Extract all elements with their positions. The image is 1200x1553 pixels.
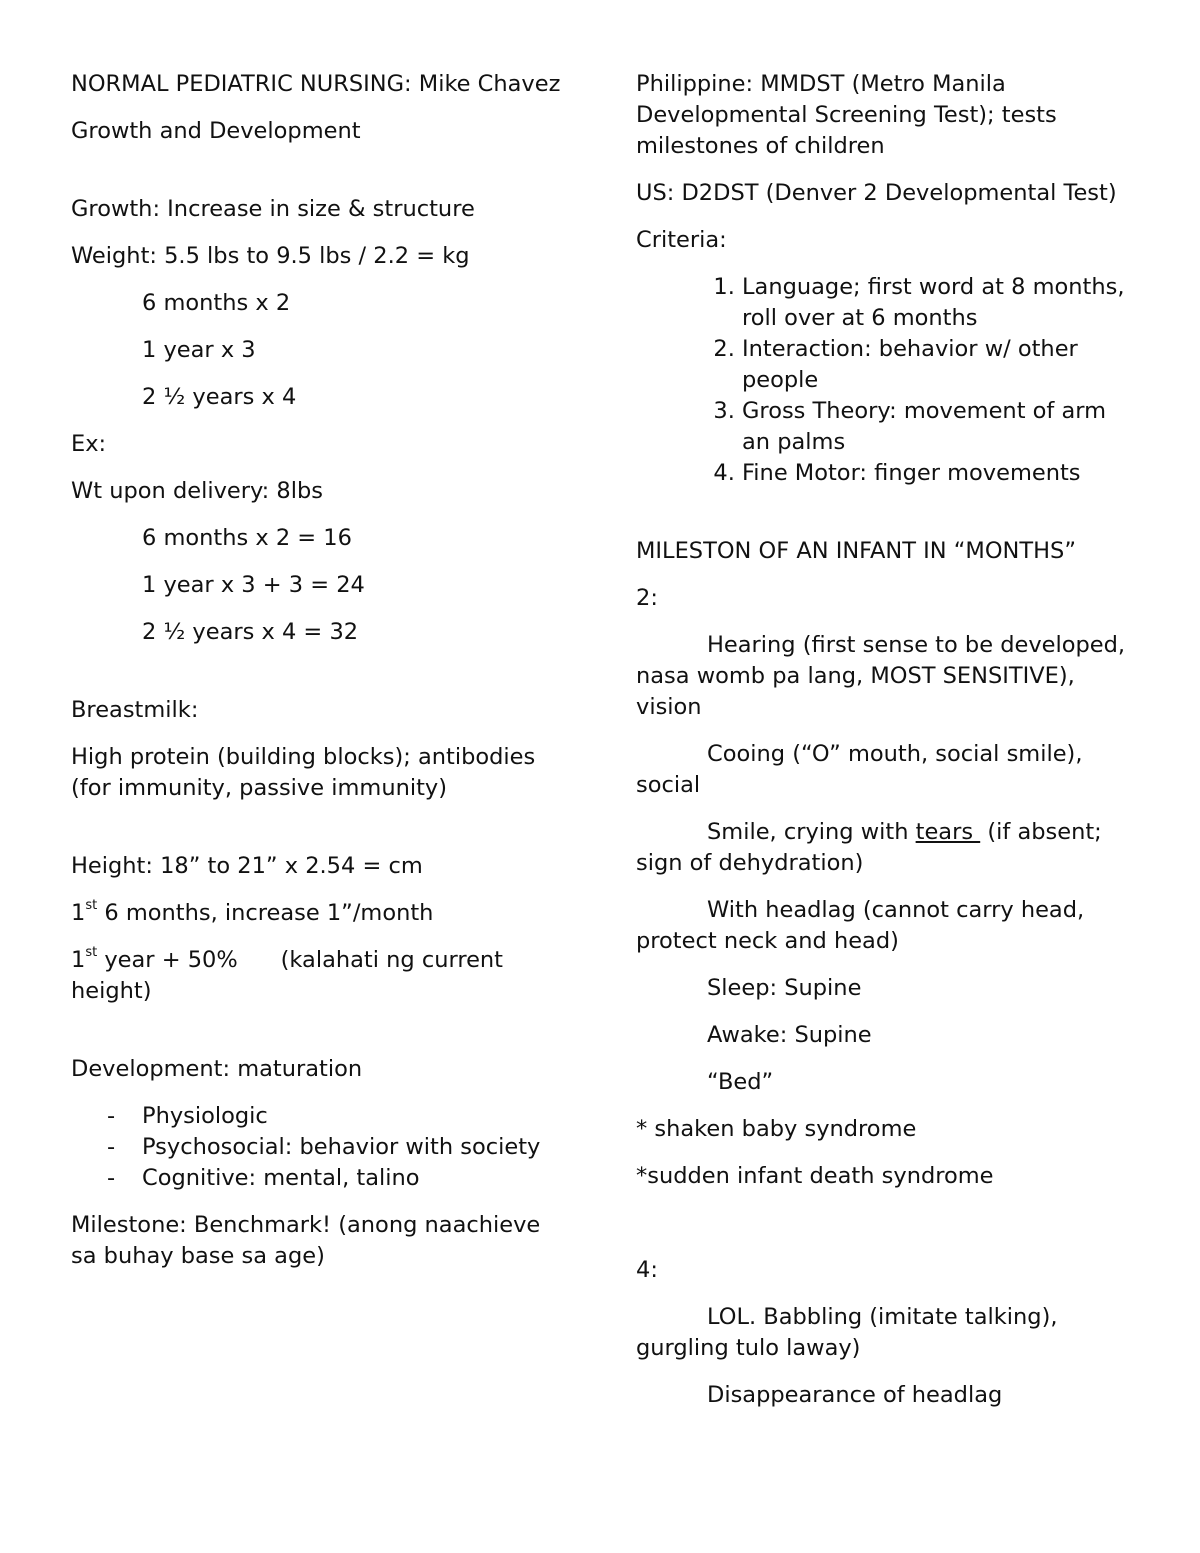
list-item: - Physiologic <box>71 1101 571 1132</box>
example-rule: 1 year x 3 + 3 = 24 <box>142 572 365 598</box>
example-label: Ex: <box>71 431 107 457</box>
milestone-definition: Milestone: Benchmark! (anong naachieve sa buhay base sa age) <box>71 1212 541 1269</box>
smile-text-before: Smile, crying with <box>707 819 916 845</box>
philippine-test: Philippine: MMDST (Metro Manila Developmental Screening Test); tests milestones of children <box>636 71 1057 159</box>
ordinal-number: 1 <box>71 900 86 926</box>
spacer <box>71 163 571 194</box>
example-rule: 6 months x 2 = 16 <box>142 525 352 551</box>
spacer <box>71 664 571 695</box>
month-4-label: 4: <box>636 1257 658 1283</box>
growth-definition: Growth: Increase in size & structure <box>71 196 475 222</box>
weight-rule: 2 ½ years x 4 <box>142 384 297 410</box>
tab-indent <box>636 632 707 658</box>
disappearance-item: Disappearance of headlag <box>707 1382 1003 1408</box>
list-item: - Cognitive: mental, talino <box>71 1163 571 1194</box>
list-item: 1. Language; first word at 8 months, roll over at 6 months <box>742 272 1136 334</box>
awake-item: Awake: Supine <box>707 1022 872 1048</box>
list-item: 2. Interaction: behavior w/ other people <box>742 334 1136 396</box>
height-line: Height: 18” to 21” x 2.54 = cm <box>71 853 423 879</box>
criteria-list <box>636 272 1136 489</box>
shaken-baby-note: * shaken baby syndrome <box>636 1116 917 1142</box>
development-list <box>71 1101 571 1194</box>
month-2-label: 2: <box>636 585 658 611</box>
tab-indent <box>636 1304 707 1330</box>
ordinal-number: 1 <box>71 947 86 973</box>
cooing-item <box>636 739 1136 801</box>
headlag-item <box>636 895 1136 957</box>
height-rule-text: 6 months, increase 1”/month <box>97 900 434 926</box>
hearing-text: Hearing (first sense to be developed, nasa womb pa lang, MOST SENSITIVE), vision <box>636 632 1126 720</box>
ordinal-suffix: st <box>85 897 98 913</box>
left-column <box>71 69 571 1288</box>
hearing-item <box>636 630 1136 723</box>
development-heading: Development: maturation <box>71 1056 363 1082</box>
tears-underlined: tears <box>915 819 981 845</box>
smile-text-after: (if absent; sign of dehydration) <box>636 819 1109 876</box>
weight-upon-delivery: Wt upon delivery: 8lbs <box>71 478 323 504</box>
spacer <box>71 1023 571 1054</box>
headlag-text: With headlag (cannot carry head, protect neck and head) <box>636 897 1085 954</box>
spacer <box>71 820 571 851</box>
height-rule-first-year <box>71 945 571 1007</box>
list-item: 4. Fine Motor: finger movements <box>742 458 1136 489</box>
weight-line: Weight: 5.5 lbs to 9.5 lbs / 2.2 = kg <box>71 243 470 269</box>
us-test: US: D2DST (Denver 2 Developmental Test) <box>636 180 1117 206</box>
babbling-text: LOL. Babbling (imitate talking), gurgling tulo laway) <box>636 1304 1058 1361</box>
height-rule-first-months <box>71 898 571 929</box>
weight-rule: 1 year x 3 <box>142 337 256 363</box>
list-item: 3. Gross Theory: movement of arm an palms <box>742 396 1136 458</box>
criteria-label: Criteria: <box>636 227 727 253</box>
tab-indent <box>636 897 707 923</box>
list-item: - Psychosocial: behavior with society <box>71 1132 571 1163</box>
babbling-item <box>636 1302 1136 1364</box>
milestone-heading: MILESTON OF AN INFANT IN “MONTHS” <box>636 538 1076 564</box>
cooing-text: Cooing (“O” mouth, social smile), social <box>636 741 1083 798</box>
example-rule: 2 ½ years x 4 = 32 <box>142 619 359 645</box>
ordinal-suffix: st <box>85 944 98 960</box>
spacer <box>636 505 1136 536</box>
breastmilk-description: High protein (building blocks); antibodies (for immunity, passive immunity) <box>71 744 536 801</box>
tab-indent <box>636 819 707 845</box>
right-column <box>636 69 1136 1427</box>
sids-note: *sudden infant death syndrome <box>636 1163 994 1189</box>
bed-item: “Bed” <box>707 1069 774 1095</box>
section-heading-growth-development: Growth and Development <box>71 118 361 144</box>
smile-item <box>636 817 1136 879</box>
tab-indent <box>636 741 707 767</box>
document-title: NORMAL PEDIATRIC NURSING: Mike Chavez <box>71 71 561 97</box>
height-rule-text: year + 50% (kalahati ng current height) <box>71 947 511 1004</box>
weight-rule: 6 months x 2 <box>142 290 291 316</box>
breastmilk-heading: Breastmilk: <box>71 697 199 723</box>
sleep-item: Sleep: Supine <box>707 975 862 1001</box>
spacer <box>636 1208 1136 1255</box>
